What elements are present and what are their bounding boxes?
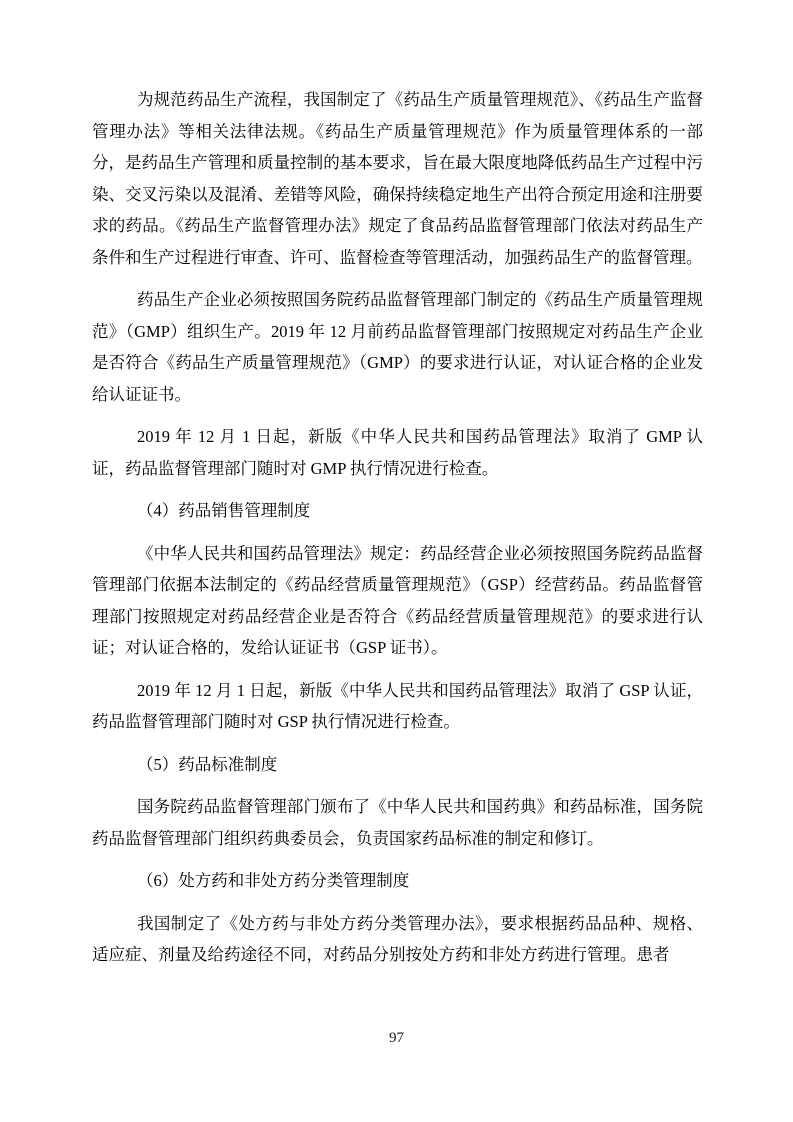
paragraph-production-regulations: 为规范药品生产流程，我国制定了《药品生产质量管理规范》、《药品生产监督管理办法》等相关法律法规。《药品生产质量管理规范》作为质量管理体系的一部分，是药品生产管理和质量控制的基本要求，旨在最大限度地降低药品生产过程中污染、交叉污染以及混淆、差错等风险，确保持续稳定地生产出符合预定用途和注册要求的药品。《药品生产监督管理办法》规定了食品药品监督管理部门依法对药品生产条件和生产过程进行审查、许可、监督检查等管理活动，加强药品生产的监督管理。: [92, 90, 703, 267]
paragraph-pharmacopoeia: 国务院药品监督管理部门颁布了《中华人民共和国药典》和药品标准，国务院药品监督管理部门组织药典委员会，负责国家药品标准的制定和修订。: [92, 797, 703, 848]
section-heading-4-drug-sales-management: （4）药品销售管理制度: [137, 501, 311, 520]
paragraph-gmp-cancellation: 2019 年 12 月 1 日起，新版《中华人民共和国药品管理法》取消了 GMP 认证，药品监督管理部门随时对 GMP 执行情况进行检查。: [92, 427, 703, 478]
paragraph-gsp-certification: 《中华人民共和国药品管理法》规定：药品经营企业必须按照国务院药品监督管理部门依据本法制定的《药品经营质量管理规范》（GSP）经营药品。药品监督管理部门按照规定对药品经营企业是否符合《药品经营质量管理规范》的要求进行认证；对认证合格的，发给认证证书（GSP 证书）。: [92, 543, 703, 657]
paragraph-gmp-certification: 药品生产企业必须按照国务院药品监督管理部门制定的《药品生产质量管理规范》（GMP）组织生产。2019 年 12 月前药品监督管理部门按照规定对药品生产企业是否符合《药品生产质量管理规范》（GMP）的要求进行认证，对认证合格的企业发给认证证书。: [92, 290, 703, 404]
section-heading-6-prescription-classification: （6）处方药和非处方药分类管理制度: [137, 871, 410, 890]
page-body-text: [92, 84, 703, 982]
paragraph-prescription-management: 我国制定了《处方药与非处方药分类管理办法》，要求根据药品品种、规格、适应症、剂量及给药途径不同，对药品分别按处方药和非处方药进行管理。患者: [92, 913, 703, 964]
page-number: 97: [389, 1030, 404, 1046]
paragraph-gsp-cancellation: 2019 年 12 月 1 日起，新版《中华人民共和国药品管理法》取消了 GSP 认证，药品监督管理部门随时对 GSP 执行情况进行检查。: [92, 680, 703, 731]
section-heading-5-drug-standards: （5）药品标准制度: [137, 754, 278, 774]
